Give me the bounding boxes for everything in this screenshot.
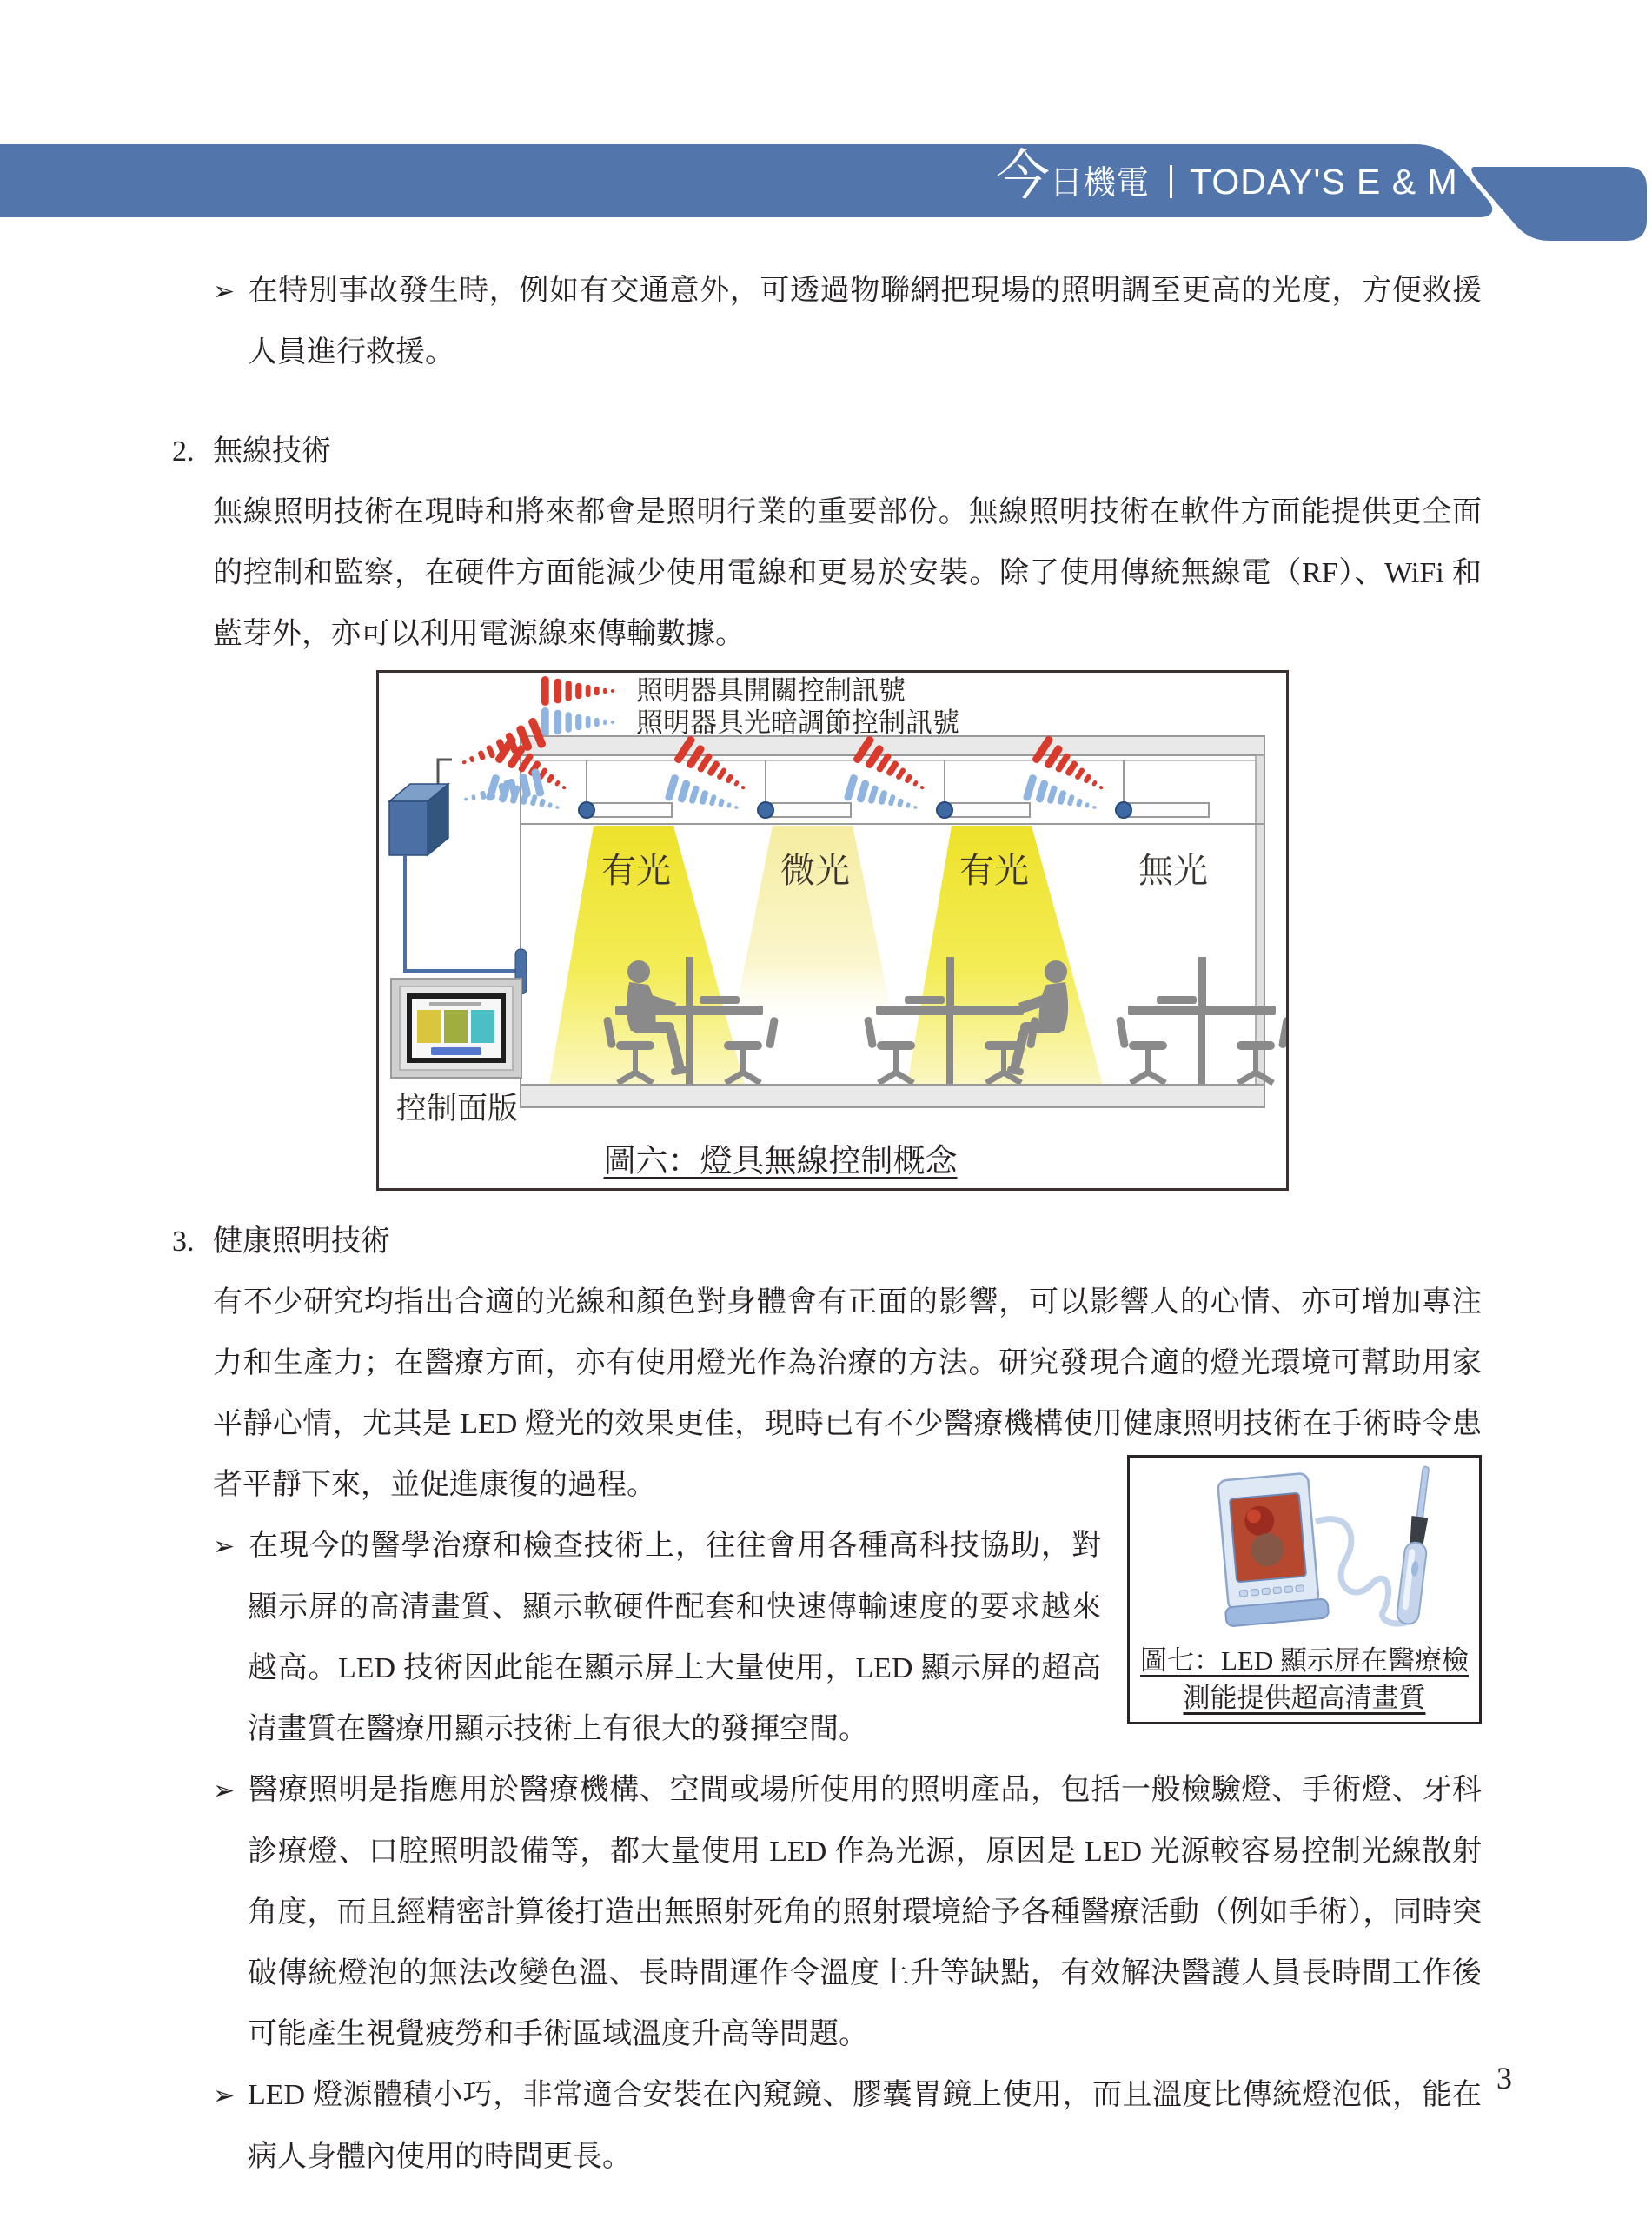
control-wire: [405, 855, 521, 971]
health-bullet-2: [213, 1760, 1482, 2065]
control-panel-label: 控制面版: [395, 1092, 518, 1126]
page-number: 3: [1496, 2061, 1512, 2095]
section-title: 無線技術: [213, 435, 331, 468]
intro-bullet: [213, 261, 1482, 383]
arrow-bullet-icon: ➢: [213, 2082, 236, 2110]
section-health-bullets: [213, 1516, 1482, 2188]
arrow-bullet-icon: ➢: [213, 1777, 236, 1805]
header-title-cn-lead: 今: [996, 147, 1051, 206]
section-number: 3.: [172, 1225, 195, 1258]
section-number: 2.: [172, 435, 195, 468]
figure6-wireless-control-diagram: [376, 670, 1289, 1191]
zone-label-none: 無光: [1138, 851, 1208, 890]
bullet-text: 在現今的醫學治療和檢查技術上，往往會用各種高科技協助，對顯示屏的高清畫質、顯示軟硬件配套和快速傳輸速度的要求越來越高。LED 技術因此能在顯示屏上大量使用，LED 顯示屏的超高清畫質在醫療用顯示技術上有很大的發揮空間。: [248, 1530, 1101, 1745]
zone-label-bright-1: 有光: [601, 851, 671, 890]
device-probe: [1396, 1465, 1436, 1625]
header-title-cn-rest: 日機電: [1050, 165, 1150, 202]
intro-bullet-text: 在特別事故發生時，例如有交通意外，可透過物聯網把現場的照明調至更高的光度，方便救援人員進行救援。: [248, 275, 1482, 369]
bullet-text: 醫療照明是指應用於醫療機構、空間或場所使用的照明產品，包括一般檢驗燈、手術燈、牙科診療燈、口腔照明設備等，都大量使用 LED 作為光源，原因是 LED 光源較容易控制光線散射角度，而且經精密計算後打造出無照射死角的照射環境給予各種醫療活動（例如手術），同時突破傳統燈泡的無法改變色溫、長時間運作令溫度上升等缺點，有效解決醫護人員長時間工作後可能產生視覺疲勞和手術區域溫度升高等問題。: [248, 1774, 1482, 2050]
device-monitor: [1214, 1472, 1329, 1627]
header-title-en: TODAY'S E & M: [1190, 162, 1458, 202]
page-content: [172, 0, 1482, 2188]
legend-onoff-label: 照明器具開關控制訊號: [636, 675, 906, 706]
figure7-led-medical-display: [1127, 1455, 1482, 1724]
zone-label-bright-2: 有光: [959, 851, 1029, 890]
header-tab-shape: [1471, 167, 1647, 241]
section-title: 健康照明技術: [213, 1225, 390, 1258]
legend-onoff-signal-icon: [541, 676, 614, 706]
floor-band: [521, 1085, 1264, 1107]
figure7-caption: [1130, 1642, 1479, 1717]
figure6-caption: 圖六：燈具無線控制概念: [603, 1144, 958, 1179]
section-wireless-body: 無線照明技術在現時和將來都會是照明行業的重要部份。無線照明技術在軟件方面能提供更全面的控制和監察，在硬件方面能減少使用電線和更易於安裝。除了使用傳統無線電（RF）、WiFi 和藍芽外，亦可以利用電源線來傳輸數據。: [213, 496, 1482, 650]
figure7-caption-line2: 測能提供超高清畫質: [1183, 1683, 1426, 1713]
figure7-graphic: [1130, 1461, 1479, 1635]
device-cable: [1316, 1519, 1406, 1624]
legend-dim-signal-icon: [541, 707, 614, 737]
bullet-text: LED 燈源體積小巧，非常適合安裝在內窺鏡、膠囊胃鏡上使用，而且溫度比傳統燈泡低，能在病人身體內使用的時間更長。: [248, 2079, 1482, 2173]
section-wireless-heading: [172, 422, 1482, 482]
section-health-heading: [172, 1212, 1482, 1272]
health-bullet-3: [213, 2065, 1482, 2188]
section-health-body: 有不少研究均指出合適的光線和顏色對身體會有正面的影響，可以影響人的心情、亦可增加專注力和生產力；在醫療方面，亦有使用燈光作為治療的方法。研究發現合適的燈光環境可幫助用家平靜心情，尤其是 LED 燈光的效果更佳，現時已有不少醫療機構使用健康照明技術在手術時令患者平靜下來，並促進康復的過程。: [213, 1286, 1482, 1501]
figure7-caption-line1: 圖七：LED 顯示屏在醫療檢: [1139, 1645, 1469, 1676]
zone-label-dim: 微光: [780, 851, 850, 890]
arrow-bullet-icon: ➢: [213, 1532, 236, 1561]
arrow-bullet-icon: ➢: [213, 277, 236, 306]
legend-dim-label: 照明器具光暗調節控制訊號: [636, 707, 959, 738]
control-panel-image: [391, 979, 521, 1078]
